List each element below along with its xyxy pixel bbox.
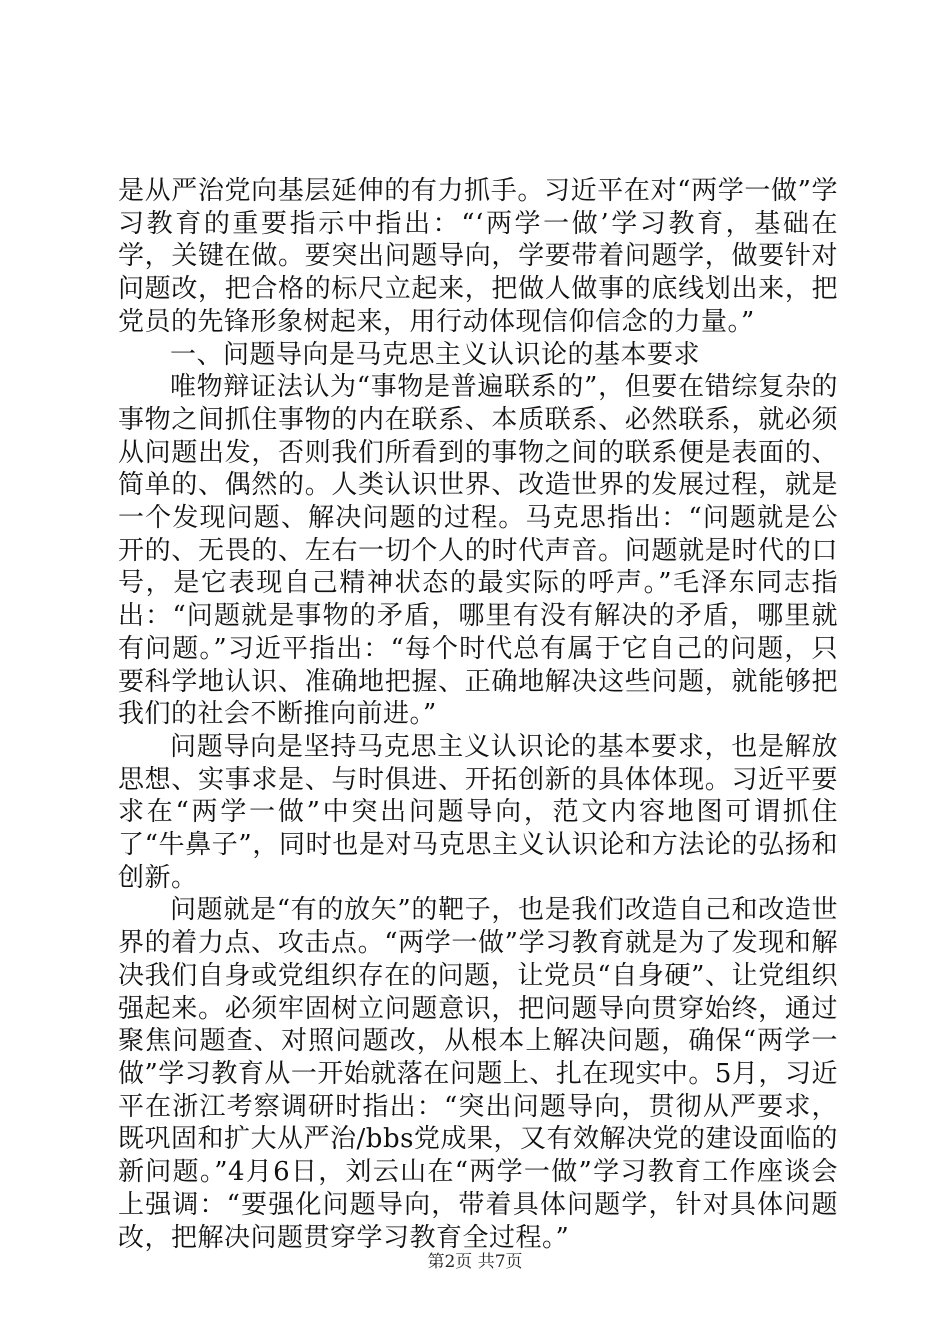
document-body	[118, 175, 838, 1254]
page-number-footer: 第2页 共7页	[427, 1252, 523, 1272]
paragraph: 问题就是“有的放矢”的靶子，也是我们改造自己和改造世界的着力点、攻击点。“两学一做”学习教育就是为了发现和解决我们自身或党组织存在的问题，让党员“自身硬”、让党组织强起来。必须牢固树立问题意识，把问题导向贯穿始终，通过聚焦问题查、对照问题改，从根本上解决问题，确保“两学一做”学习教育从一开始就落在问题上、扎在现实中。5月，习近平在浙江考察调研时指出：“突出问题导向，贯彻从严要求，既巩固和扩大从严治/bbs党成果，又有效解决党的建设面临的新问题。”4月6日，刘云山在“两学一做”学习教育工作座谈会上强调：“要强化问题导向，带着具体问题学，针对具体问题改，把解决问题贯穿学习教育全过程。”	[118, 895, 838, 1253]
paragraph: 问题导向是坚持马克思主义认识论的基本要求，也是解放思想、实事求是、与时俱进、开拓创新的具体体现。习近平要求在“两学一做”中突出问题导向，范文内容地图可谓抓住了“牛鼻子”，同时也是对马克思主义认识论和方法论的弘扬和创新。	[118, 731, 838, 893]
paragraph-continuation: 是从严治党向基层延伸的有力抓手。习近平在对“两学一做”学习教育的重要指示中指出：“‘两学一做’学习教育，基础在学，关键在做。要突出问题导向，学要带着问题学，做要针对问题改，把合格的标尺立起来，把做人做事的底线划出来，把党员的先锋形象树起来，用行动体现信仰信念的力量。”	[118, 176, 838, 337]
paragraph: 唯物辩证法认为“事物是普遍联系的”，但要在错综复杂的事物之间抓住事物的内在联系、本质联系、必然联系，就必须从问题出发，否则我们所看到的事物之间的联系便是表面的、简单的、偶然的。人类认识世界、改造世界的发展过程，就是一个发现问题、解决问题的过程。马克思指出：“问题就是公开的、无畏的、左右一切个人的时代声音。问题就是时代的口号，是它表现自己精神状态的最实际的呼声。”毛泽东同志指出：“问题就是事物的矛盾，哪里有没有解决的矛盾，哪里就有问题。”习近平指出：“每个时代总有属于它自己的问题，只要科学地认识、准确地把握、正确地解决这些问题，就能够把我们的社会不断推向前进。”	[118, 372, 838, 730]
section-heading: 一、问题导向是马克思主义认识论的基本要求	[170, 339, 701, 370]
